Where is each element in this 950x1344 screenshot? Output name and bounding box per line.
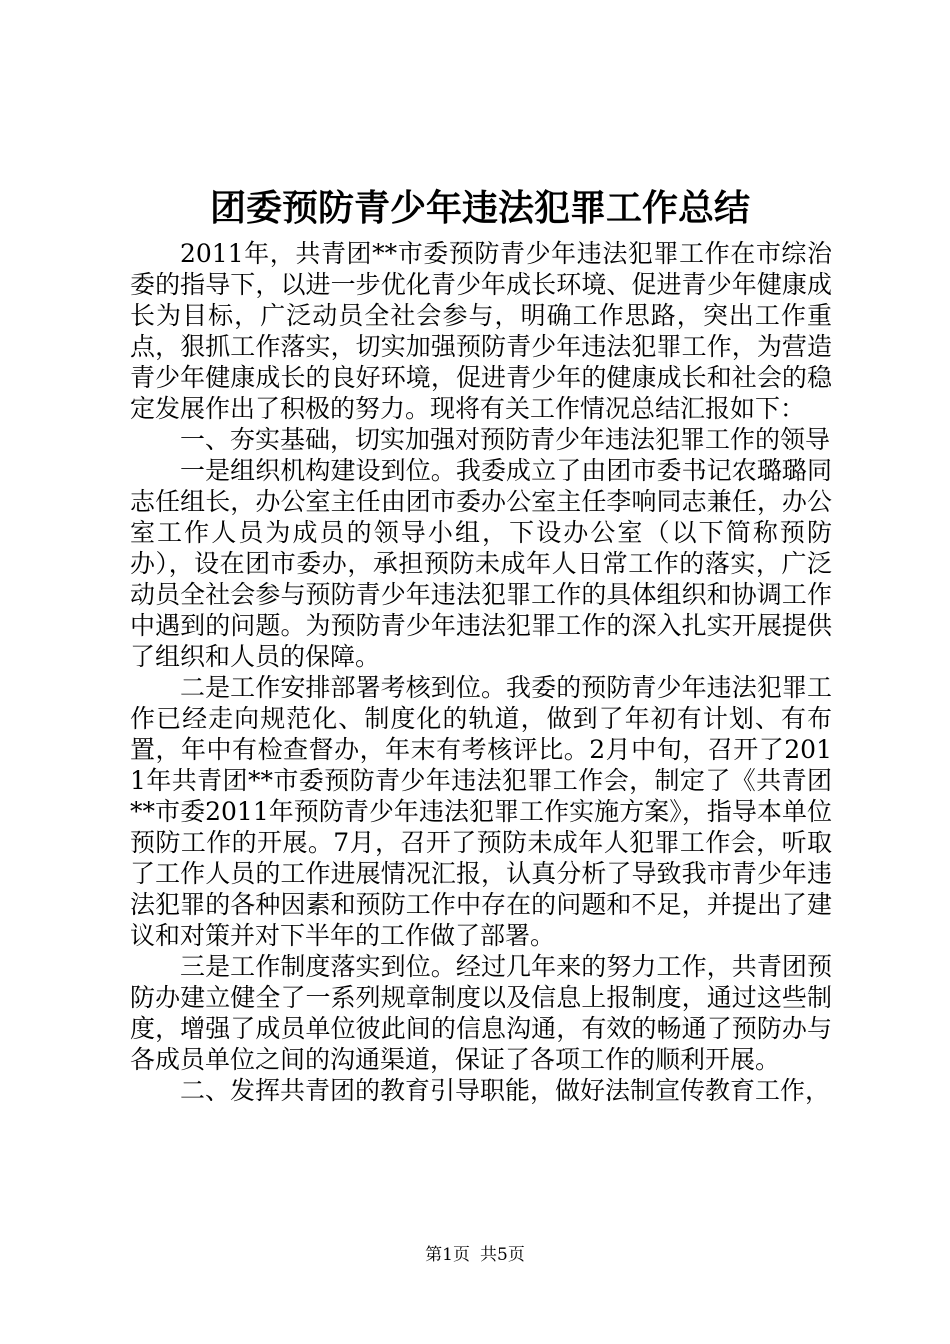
page-footer [0, 1244, 950, 1266]
page-total: 共5页 [480, 1245, 525, 1265]
paragraph-arrangement: 二是工作安排部署考核到位。我委的预防青少年违法犯罪工作已经走向规范化、制度化的轨道，做到了年初有计划、有布置，年中有检查督办，年末有考核评比。2月中旬，召开了2011年共青团**市委预防青少年违法犯罪工作会，制定了《共青团**市委2011年预防青少年违法犯罪工作实施方案》，指导本单位预防工作的开展。7月，召开了预防未成年人犯罪工作会，听取了工作人员的工作进展情况汇报，认真分析了导致我市青少年违法犯罪的各种因素和预防工作中存在的问题和不足，并提出了建议和对策并对下半年的工作做了部署。 [130, 673, 832, 950]
paragraph-system: 三是工作制度落实到位。经过几年来的努力工作，共青团预防办建立健全了一系列规章制度以及信息上报制度，通过这些制度，增强了成员单位彼此间的信息沟通，有效的畅通了预防办与各成员单位之间的沟通渠道，保证了各项工作的顺利开展。 [130, 952, 832, 1074]
section-heading-1: 一、夯实基础，切实加强对预防青少年违法犯罪工作的领导 [180, 425, 831, 454]
section-heading-2: 二、发挥共青团的教育引导职能，做好法制宣传教育工作， [180, 1076, 831, 1105]
document-title: 团委预防青少年违法犯罪工作总结 [209, 187, 750, 229]
paragraph-organization: 一是组织机构建设到位。我委成立了由团市委书记农璐璐同志任组长，办公室主任由团市委办公室主任李响同志兼任，办公室工作人员为成员的领导小组，下设办公室（以下简称预防办），设在团市委办，承担预防未成年人日常工作的落实，广泛动员全社会参与预防青少年违法犯罪工作的具体组织和协调工作中遇到的问题。为预防青少年违法犯罪工作的深入扎实开展提供了组织和人员的保障。 [130, 456, 832, 671]
paragraph-intro: 2011年，共青团**市委预防青少年违法犯罪工作在市综治委的指导下，以进一步优化青少年成长环境、促进青少年健康成长为目标，广泛动员全社会参与，明确工作思路，突出工作重点，狠抓工作落实，切实加强预防青少年违法犯罪工作，为营造青少年健康成长的良好环境，促进青少年的健康成长和社会的稳定发展作出了积极的努力。现将有关工作情况总结汇报如下： [130, 239, 832, 423]
page-number: 第1页 [425, 1245, 470, 1265]
document-body [130, 238, 832, 1106]
